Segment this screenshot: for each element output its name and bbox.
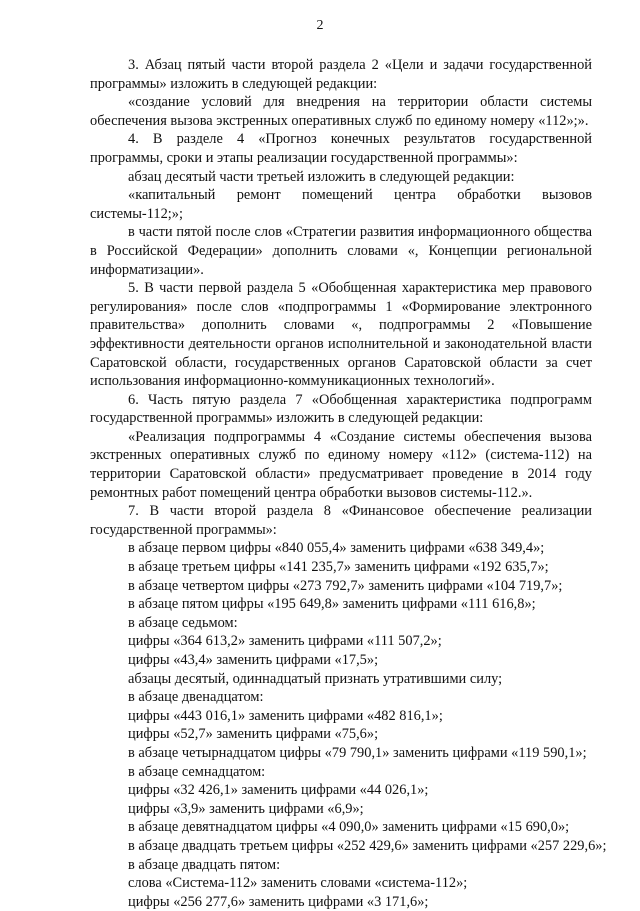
paragraph: 6. Часть пятую раздела 7 «Обобщенная характеристика подпрограмм государственной программы» изложить в следующей редакции: [90, 391, 592, 427]
paragraph: 4. В разделе 4 «Прогноз конечных результатов государственной программы, сроки и этапы реализации государственной программы»: [90, 131, 592, 166]
amendment-line: в абзаце четвертом цифры «273 792,7» заменить цифрами «104 719,7»; [128, 577, 563, 594]
paragraph: «создание условий для внедрения на территории области системы обеспечения вызова экстренных оперативных служб по единому номеру «112»;». [90, 94, 592, 129]
amendment-line: цифры «43,4» заменить цифрами «17,5»; [128, 652, 379, 668]
paragraph: абзац десятый части третьей изложить в следующей редакции: [128, 168, 515, 185]
paragraph: 5. В части первой раздела 5 «Обобщенная характеристика мер правового регулирования» после слов «подпрограммы 1 «Формирование электронного правительства» дополнить словами «, подпрограммы 2 «Повышение эффективности деятельности органов исполнительной и законодательной власти Саратовской области, государственных органов Саратовской области за счет использования информационно-коммуникационных технологий». [90, 280, 592, 390]
paragraph: в части пятой после слов «Стратегии развития информационного общества в Российской Федерации» дополнить словами «, Концепции региональной информатизации». [90, 224, 592, 278]
amendment-line: в абзаце первом цифры «840 055,4» заменить цифрами «638 349,4»; [128, 540, 545, 557]
amendment-line: в абзаце девятнадцатом цифры «4 090,0» заменить цифрами «15 690,0»; [128, 819, 570, 836]
amendment-line: в абзаце четырнадцатом цифры «79 790,1» заменить цифрами «119 590,1»; [128, 744, 587, 761]
amendment-line: в абзаце двадцать пятом: [128, 856, 281, 873]
amendment-line: цифры «364 613,2» заменить цифрами «111 507,2»; [128, 633, 442, 650]
amendment-line: слова «Система-112» заменить словами «система-112»; [128, 875, 468, 892]
amendment-line: абзацы десятый, одиннадцатый признать утратившими силу; [128, 670, 503, 687]
amendment-line: цифры «32 426,1» заменить цифрами «44 026,1»; [128, 782, 429, 799]
amendment-line: цифры «52,7» заменить цифрами «75,6»; [128, 726, 379, 743]
amendment-line: в абзаце пятом цифры «195 649,8» заменить цифрами «111 616,8»; [128, 596, 536, 613]
amendment-line: цифры «3,9» заменить цифрами «6,9»; [128, 800, 364, 817]
amendment-line: в абзаце двенадцатом: [128, 689, 264, 706]
paragraph: «Реализация подпрограммы 4 «Создание системы обеспечения вызова экстренных оперативных служб по единому номеру «112» (система-112) на территории Саратовской области» предусматривает проведение в 2014 году ремонтных работ помещений центра обработки вызовов системы-112.». [90, 428, 592, 501]
amendment-line: в абзаце двадцать третьем цифры «252 429,6» заменить цифрами «257 229,6»; [128, 837, 607, 854]
amendment-line: в абзаце третьем цифры «141 235,7» заменить цифрами «192 635,7»; [128, 559, 549, 576]
paragraph: 7. В части второй раздела 8 «Финансовое обеспечение реализации государственной программы»: [90, 503, 592, 538]
amendment-line: цифры «443 016,1» заменить цифрами «482 816,1»; [128, 707, 443, 724]
paragraph: 3. Абзац пятый части второй раздела 2 «Цели и задачи государственной программы» изложить в следующей редакции: [90, 57, 592, 92]
amendment-line: в абзаце семнадцатом: [128, 763, 266, 780]
amendment-line: цифры «256 277,6» заменить цифрами «3 171,6»; [128, 893, 429, 910]
paragraph: «капитальный ремонт помещений центра обработки вызовов системы-112;»; [90, 187, 592, 222]
amendment-line: в абзаце седьмом: [128, 614, 238, 631]
page-number: 2 [316, 18, 324, 33]
document-body [90, 56, 607, 911]
